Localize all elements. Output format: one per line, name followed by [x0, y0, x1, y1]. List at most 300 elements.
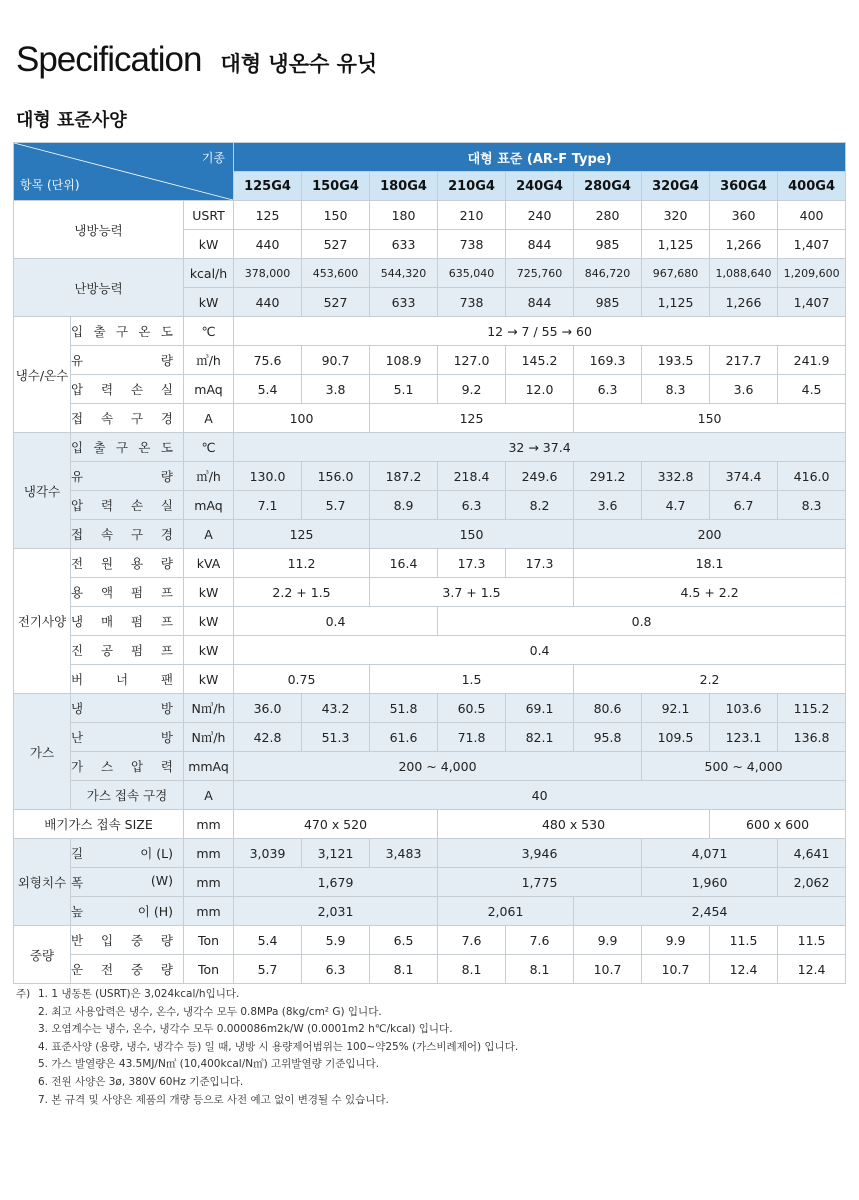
- table-row: [14, 201, 846, 230]
- footnote-label: 주): [16, 988, 31, 1000]
- value-cell: 967,680: [642, 259, 710, 288]
- value-cell: 6.3: [438, 491, 506, 520]
- value-cell: 291.2: [574, 462, 642, 491]
- label-char: 방: [160, 730, 173, 745]
- label-char: 이 (L): [140, 846, 173, 861]
- model-header: 210G4: [438, 172, 506, 201]
- item-label-text: [71, 757, 183, 775]
- value-cell: 5.4: [234, 926, 302, 955]
- label-char: 실: [160, 382, 173, 397]
- value-cell: 92.1: [642, 694, 710, 723]
- value-cell: 1,775: [438, 868, 642, 897]
- table-row: [14, 694, 846, 723]
- value-cell: 6.3: [302, 955, 370, 984]
- value-cell: 0.4: [234, 636, 846, 665]
- value-cell: 218.4: [438, 462, 506, 491]
- label-char: 량: [160, 353, 173, 368]
- table-row: [14, 810, 846, 839]
- model-header: 360G4: [710, 172, 778, 201]
- label-char: 스: [100, 759, 114, 774]
- value-cell: 108.9: [370, 346, 438, 375]
- table-row: [14, 520, 846, 549]
- item-label: [71, 404, 184, 433]
- group-label: 가스: [14, 694, 71, 810]
- label-char: 력: [160, 759, 173, 774]
- item-label-text: [71, 554, 183, 572]
- series-header: 대형 표준 (AR-F Type): [234, 143, 846, 172]
- label-char: 난: [71, 730, 84, 745]
- unit-cell: A: [184, 520, 234, 549]
- label-char: 높: [71, 904, 84, 919]
- unit-cell: mm: [184, 839, 234, 868]
- value-cell: 9.9: [642, 926, 710, 955]
- value-cell: 8.3: [778, 491, 846, 520]
- value-cell: 3,483: [370, 839, 438, 868]
- item-label: [71, 520, 184, 549]
- value-cell: 0.4: [234, 607, 438, 636]
- item-label-text: [71, 322, 183, 340]
- value-cell: 400: [778, 201, 846, 230]
- label-char: 프: [160, 643, 173, 658]
- label-char: 액: [100, 585, 114, 600]
- value-cell: 5.7: [234, 955, 302, 984]
- value-cell: 100: [234, 404, 370, 433]
- model-header: 240G4: [506, 172, 574, 201]
- unit-cell: mAq: [184, 375, 234, 404]
- value-cell: 280: [574, 201, 642, 230]
- unit-cell: mmAq: [184, 752, 234, 781]
- value-cell: 210: [438, 201, 506, 230]
- footnote-item: 7. 본 규격 및 사양은 제품의 개량 등으로 사전 예고 없이 변경될 수 있습니다.: [38, 1093, 389, 1106]
- unit-cell: N㎥/h: [184, 723, 234, 752]
- value-cell: 80.6: [574, 694, 642, 723]
- value-cell: 635,040: [438, 259, 506, 288]
- value-cell: 1,088,640: [710, 259, 778, 288]
- label-char: 압: [71, 382, 84, 397]
- label-char: 전: [71, 556, 84, 571]
- value-cell: 150: [574, 404, 846, 433]
- footnote-item: 1. 1 냉동톤 (USRT)은 3,024kcal/h입니다.: [38, 988, 240, 1000]
- label-char: 속: [100, 527, 114, 542]
- label-char: 출: [93, 324, 106, 339]
- value-cell: 3.6: [710, 375, 778, 404]
- label-char: 매: [100, 614, 114, 629]
- unit-cell: A: [184, 781, 234, 810]
- item-label-text: [71, 960, 183, 978]
- unit-cell: ℃: [184, 317, 234, 346]
- footnote-item: 3. 오염계수는 냉수, 온수, 냉각수 모두 0.000086m2k/W (0.0001m2 h℃/kcal) 입니다.: [38, 1023, 453, 1036]
- footnotes: [16, 986, 518, 1109]
- value-cell: 470 x 520: [234, 810, 438, 839]
- item-label: [71, 317, 184, 346]
- table-row: [14, 781, 846, 810]
- value-cell: 217.7: [710, 346, 778, 375]
- value-cell: 2,031: [234, 897, 438, 926]
- value-cell: 4,071: [642, 839, 778, 868]
- table-row: [14, 665, 846, 694]
- value-cell: 200: [574, 520, 846, 549]
- value-cell: 8.1: [370, 955, 438, 984]
- value-cell: 169.3: [574, 346, 642, 375]
- label-char: (W): [150, 873, 173, 888]
- value-cell: 1,125: [642, 230, 710, 259]
- label-char: 입: [100, 933, 114, 948]
- value-cell: 2.2 + 1.5: [234, 578, 370, 607]
- value-cell: 3.8: [302, 375, 370, 404]
- unit-cell: ㎥/h: [184, 462, 234, 491]
- value-cell: 136.8: [778, 723, 846, 752]
- item-label-text: [71, 467, 183, 485]
- value-cell: 5.1: [370, 375, 438, 404]
- value-cell: 8.3: [642, 375, 710, 404]
- value-cell: 51.3: [302, 723, 370, 752]
- value-cell: 738: [438, 288, 506, 317]
- label-char: 길: [71, 846, 84, 861]
- value-cell: 11.5: [778, 926, 846, 955]
- item-label-text: [71, 728, 183, 746]
- unit-cell: kW: [184, 578, 234, 607]
- value-cell: 43.2: [302, 694, 370, 723]
- item-label-text: [71, 351, 183, 369]
- value-cell: 8.1: [506, 955, 574, 984]
- value-cell: 40: [234, 781, 846, 810]
- value-cell: 200 ~ 4,000: [234, 752, 642, 781]
- unit-cell: kW: [184, 607, 234, 636]
- unit-cell: ℃: [184, 433, 234, 462]
- label-char: 손: [130, 382, 144, 397]
- value-cell: 4.7: [642, 491, 710, 520]
- label-char: 공: [100, 643, 114, 658]
- page-title: [16, 40, 377, 90]
- table-row: [14, 375, 846, 404]
- value-cell: 985: [574, 230, 642, 259]
- item-label: [71, 549, 184, 578]
- item-label-text: [71, 496, 183, 514]
- item-label-text: [71, 670, 183, 688]
- model-header: 125G4: [234, 172, 302, 201]
- value-cell: 1,407: [778, 230, 846, 259]
- value-cell: 150: [370, 520, 574, 549]
- value-cell: 123.1: [710, 723, 778, 752]
- value-cell: 544,320: [370, 259, 438, 288]
- item-label: [71, 839, 184, 868]
- unit-cell: kW: [184, 636, 234, 665]
- label-char: 량: [160, 933, 173, 948]
- header-corner: [14, 143, 234, 201]
- value-cell: 5.4: [234, 375, 302, 404]
- value-cell: 61.6: [370, 723, 438, 752]
- group-label: 난방능력: [14, 259, 184, 317]
- value-cell: 12.4: [778, 955, 846, 984]
- value-cell: 527: [302, 230, 370, 259]
- value-cell: 320: [642, 201, 710, 230]
- label-char: 출: [93, 440, 106, 455]
- value-cell: 2,062: [778, 868, 846, 897]
- value-cell: 156.0: [302, 462, 370, 491]
- value-cell: 844: [506, 288, 574, 317]
- item-label-text: [71, 525, 183, 543]
- item-label: [71, 665, 184, 694]
- label-char: 유: [71, 469, 84, 484]
- unit-cell: kcal/h: [184, 259, 234, 288]
- unit-cell: Ton: [184, 926, 234, 955]
- table-row: [14, 433, 846, 462]
- label-char: 도: [160, 440, 173, 455]
- label-char: 버: [71, 672, 84, 687]
- value-cell: 130.0: [234, 462, 302, 491]
- value-cell: 82.1: [506, 723, 574, 752]
- label-char: 경: [160, 527, 173, 542]
- value-cell: 241.9: [778, 346, 846, 375]
- value-cell: 51.8: [370, 694, 438, 723]
- value-cell: 985: [574, 288, 642, 317]
- value-cell: 2,454: [574, 897, 846, 926]
- spec-table: [13, 142, 846, 984]
- value-cell: 187.2: [370, 462, 438, 491]
- item-label: [71, 636, 184, 665]
- label-char: 방: [160, 701, 173, 716]
- label-char: 도: [160, 324, 173, 339]
- item-label-text: [71, 583, 183, 601]
- value-cell: 95.8: [574, 723, 642, 752]
- value-cell: 9.2: [438, 375, 506, 404]
- model-header: 320G4: [642, 172, 710, 201]
- table-row: [14, 462, 846, 491]
- label-char: 펌: [130, 643, 144, 658]
- value-cell: 3.6: [574, 491, 642, 520]
- label-char: 손: [130, 498, 144, 513]
- value-cell: 1,679: [234, 868, 438, 897]
- label-char: 프: [160, 614, 173, 629]
- value-cell: 332.8: [642, 462, 710, 491]
- unit-cell: kW: [184, 230, 234, 259]
- value-cell: 42.8: [234, 723, 302, 752]
- value-cell: 125: [234, 201, 302, 230]
- item-label: [71, 897, 184, 926]
- label-char: 실: [160, 498, 173, 513]
- label-char: 용: [130, 556, 144, 571]
- table-row: [14, 897, 846, 926]
- label-char: 프: [160, 585, 173, 600]
- item-label-text: [71, 612, 183, 630]
- value-cell: 1,266: [710, 230, 778, 259]
- unit-cell: A: [184, 404, 234, 433]
- value-cell: 125: [370, 404, 574, 433]
- label-char: 구: [115, 324, 129, 339]
- value-cell: 360: [710, 201, 778, 230]
- label-char: 입: [71, 324, 84, 339]
- value-cell: 600 x 600: [710, 810, 846, 839]
- item-label-text: [71, 844, 183, 862]
- item-label: [71, 607, 184, 636]
- value-cell: 0.75: [234, 665, 370, 694]
- table-row: [14, 868, 846, 897]
- value-cell: 4,641: [778, 839, 846, 868]
- table-row: [14, 317, 846, 346]
- label-char: 입: [71, 440, 84, 455]
- unit-cell: N㎥/h: [184, 694, 234, 723]
- label-char: 온: [138, 324, 151, 339]
- label-char: 경: [160, 411, 173, 426]
- footnote-item: 5. 가스 발열량은 43.5MJ/N㎥ (10,400kcal/N㎥) 고위발열량 기준입니다.: [38, 1058, 380, 1071]
- corner-model-label: 기종: [201, 151, 226, 165]
- value-cell: 6.7: [710, 491, 778, 520]
- label-char: 팬: [160, 672, 173, 687]
- value-cell: 125: [234, 520, 370, 549]
- value-cell: 90.7: [302, 346, 370, 375]
- unit-cell: mm: [184, 897, 234, 926]
- value-cell: 633: [370, 230, 438, 259]
- value-cell: 9.9: [574, 926, 642, 955]
- value-cell: 3,946: [438, 839, 642, 868]
- group-label: 외형치수: [14, 839, 71, 926]
- label-char: 접: [71, 411, 84, 426]
- table-row: [14, 839, 846, 868]
- item-label: [71, 723, 184, 752]
- value-cell: 32 → 37.4: [234, 433, 846, 462]
- value-cell: 6.3: [574, 375, 642, 404]
- value-cell: 7.1: [234, 491, 302, 520]
- value-cell: 8.1: [438, 955, 506, 984]
- model-header: 180G4: [370, 172, 438, 201]
- value-cell: 7.6: [506, 926, 574, 955]
- label-char: 냉: [71, 614, 84, 629]
- item-label: [71, 578, 184, 607]
- table-row: [14, 549, 846, 578]
- label-char: 용: [71, 585, 84, 600]
- label-char: 운: [71, 962, 84, 977]
- value-cell: 3,121: [302, 839, 370, 868]
- item-label: [71, 462, 184, 491]
- label-char: 속: [100, 411, 114, 426]
- value-cell: 71.8: [438, 723, 506, 752]
- value-cell: 4.5 + 2.2: [574, 578, 846, 607]
- table-row: [14, 723, 846, 752]
- label-char: 진: [71, 643, 84, 658]
- value-cell: 1,209,600: [778, 259, 846, 288]
- group-label: 전기사양: [14, 549, 71, 694]
- item-label: 가스 접속 구경: [71, 781, 184, 810]
- group-label: 중량: [14, 926, 71, 984]
- label-char: 중: [130, 933, 144, 948]
- value-cell: 36.0: [234, 694, 302, 723]
- value-cell: 145.2: [506, 346, 574, 375]
- model-header: 150G4: [302, 172, 370, 201]
- item-label: [71, 752, 184, 781]
- value-cell: 1,960: [642, 868, 778, 897]
- group-label: 냉수/온수: [14, 317, 71, 433]
- value-cell: 11.2: [234, 549, 370, 578]
- unit-cell: ㎥/h: [184, 346, 234, 375]
- value-cell: 249.6: [506, 462, 574, 491]
- label-char: 펌: [130, 585, 144, 600]
- value-cell: 0.8: [438, 607, 846, 636]
- value-cell: 18.1: [574, 549, 846, 578]
- label-char: 구: [130, 411, 144, 426]
- table-row: [14, 607, 846, 636]
- group-label: 배기가스 접속 SIZE: [14, 810, 184, 839]
- item-label-text: [71, 902, 183, 920]
- footnote-list: [16, 986, 518, 1109]
- value-cell: 527: [302, 288, 370, 317]
- table-row: [14, 926, 846, 955]
- model-header: 400G4: [778, 172, 846, 201]
- value-cell: 1.5: [370, 665, 574, 694]
- label-char: 압: [130, 759, 144, 774]
- value-cell: 725,760: [506, 259, 574, 288]
- value-cell: 844: [506, 230, 574, 259]
- item-label: [71, 346, 184, 375]
- value-cell: 17.3: [506, 549, 574, 578]
- item-label: [71, 491, 184, 520]
- value-cell: 738: [438, 230, 506, 259]
- value-cell: 103.6: [710, 694, 778, 723]
- table-row: [14, 491, 846, 520]
- item-label-text: [71, 641, 183, 659]
- label-char: 량: [160, 962, 173, 977]
- label-char: 원: [100, 556, 114, 571]
- value-cell: 1,125: [642, 288, 710, 317]
- value-cell: 12 → 7 / 55 → 60: [234, 317, 846, 346]
- label-char: 력: [100, 498, 114, 513]
- unit-cell: kW: [184, 288, 234, 317]
- section-subtitle: 대형 표준사양: [16, 110, 127, 131]
- value-cell: 127.0: [438, 346, 506, 375]
- value-cell: 500 ~ 4,000: [642, 752, 846, 781]
- value-cell: 5.7: [302, 491, 370, 520]
- value-cell: 440: [234, 288, 302, 317]
- label-char: 온: [138, 440, 151, 455]
- title-korean: 대형 냉온수 유닛: [220, 52, 378, 76]
- value-cell: 75.6: [234, 346, 302, 375]
- label-char: 이 (H): [137, 904, 173, 919]
- label-char: 구: [115, 440, 129, 455]
- item-label-text: [71, 931, 183, 949]
- item-label: [71, 926, 184, 955]
- table-row: [14, 346, 846, 375]
- value-cell: 17.3: [438, 549, 506, 578]
- value-cell: 69.1: [506, 694, 574, 723]
- unit-cell: Ton: [184, 955, 234, 984]
- value-cell: 7.6: [438, 926, 506, 955]
- footnote-item: 6. 전원 사양은 3ø, 380V 60Hz 기준입니다.: [38, 1075, 244, 1088]
- label-char: 접: [71, 527, 84, 542]
- value-cell: 8.2: [506, 491, 574, 520]
- label-char: 량: [160, 556, 173, 571]
- value-cell: 3,039: [234, 839, 302, 868]
- value-cell: 846,720: [574, 259, 642, 288]
- value-cell: 10.7: [642, 955, 710, 984]
- unit-cell: mAq: [184, 491, 234, 520]
- item-label: [71, 694, 184, 723]
- value-cell: 115.2: [778, 694, 846, 723]
- value-cell: 453,600: [302, 259, 370, 288]
- item-label-text: [71, 380, 183, 398]
- label-char: 펌: [130, 614, 144, 629]
- item-label: [71, 868, 184, 897]
- item-label-text: [71, 699, 183, 717]
- value-cell: 416.0: [778, 462, 846, 491]
- item-label: [71, 375, 184, 404]
- title-english: Specification: [16, 40, 202, 79]
- item-label-text: [71, 438, 183, 456]
- unit-cell: mm: [184, 868, 234, 897]
- label-char: 너: [115, 672, 129, 687]
- label-char: 량: [160, 469, 173, 484]
- item-label: [71, 433, 184, 462]
- footnote-item: 2. 최고 사용압력은 냉수, 온수, 냉각수 모두 0.8MPa (8kg/cm² G) 입니다.: [38, 1005, 382, 1018]
- table-row: [14, 636, 846, 665]
